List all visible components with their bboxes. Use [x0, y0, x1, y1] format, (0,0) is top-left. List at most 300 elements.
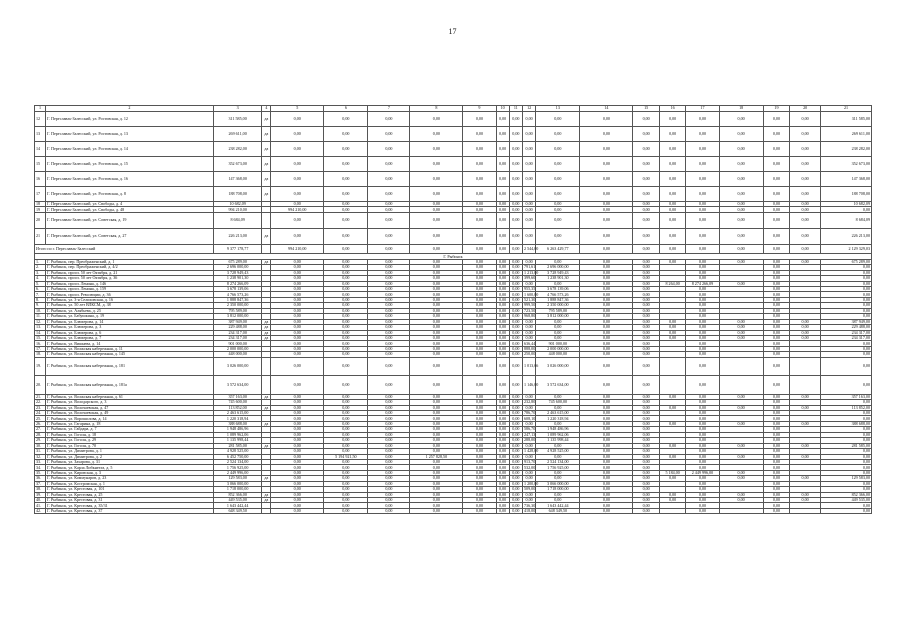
table-cell: 0,00: [496, 421, 509, 426]
table-cell: 0,00: [463, 127, 496, 142]
table-cell: 1 428,00: [524, 448, 539, 454]
table-cell: 0,00: [763, 319, 790, 324]
table-cell: 0,00: [580, 335, 633, 340]
address-cell: Г. Рыбинск, ул. Крестовая, д. 35/31: [46, 503, 214, 508]
table-cell: 11.: [35, 314, 46, 319]
table-cell: 0,00: [496, 411, 509, 416]
table-cell: 0,00: [496, 400, 509, 405]
table-cell: 0,00: [686, 265, 719, 270]
table-cell: 0,00: [686, 330, 719, 335]
table-cell: 0,00: [536, 421, 580, 426]
page-number: 17: [448, 27, 457, 36]
table-cell: 0,00: [821, 265, 872, 270]
table-cell: 387 949,00: [821, 319, 872, 324]
table-cell: 0,00: [633, 330, 660, 335]
table-cell: 0,00: [821, 303, 872, 308]
table-cell: 0,00: [523, 212, 536, 228]
table-cell: 675 289,00: [213, 259, 262, 264]
table-row: [35, 142, 872, 157]
table-cell: 0,00: [496, 346, 509, 351]
table-cell: 0,00: [536, 207, 580, 212]
table-cell: 0,00: [324, 427, 368, 432]
table-cell: 0,00: [271, 276, 324, 281]
table-cell: 4 766 573,26: [536, 292, 580, 297]
table-cell: 0,00: [686, 303, 719, 308]
table-cell: 3 572 634,00: [536, 376, 580, 395]
table-cell: 0,00: [324, 303, 368, 308]
table-cell: 0,00: [790, 157, 821, 172]
table-cell: 0,00: [763, 265, 790, 270]
table-cell: 0,00: [463, 325, 496, 330]
column-number-cell: 16: [659, 106, 686, 112]
table-cell: 0,00: [580, 265, 633, 270]
table-cell: 8 274 266,09: [213, 281, 262, 286]
table-row: [35, 212, 872, 228]
table-cell: 0,00: [821, 314, 872, 319]
table-cell: 0,00: [509, 470, 522, 475]
table-cell: 0,00: [763, 187, 790, 202]
table-cell: 0,00: [763, 405, 790, 410]
table-cell: 0,00: [686, 346, 719, 351]
table-cell: 0,00: [324, 476, 368, 481]
table-cell: 586,70: [524, 426, 536, 432]
table-cell: 1 888 847,36: [536, 297, 580, 302]
table-cell: 0,00: [463, 498, 496, 503]
table-cell: 994 210,00: [213, 207, 262, 212]
table-cell: 0,00: [496, 443, 509, 448]
table-cell: 0,00: [523, 319, 536, 324]
table-cell: 2 463 615,00: [213, 411, 262, 416]
table-cell: 0,00: [523, 112, 536, 127]
table-cell: 0,00: [790, 498, 821, 503]
table-cell: 0,00: [719, 259, 763, 264]
table-cell: 0,00: [790, 492, 821, 497]
table-cell: 0,00: [509, 259, 522, 264]
table-cell: 0,00: [580, 427, 633, 432]
table-cell: 12.: [35, 319, 46, 324]
total-cell: 0,00: [686, 244, 719, 254]
table-cell: 0,00: [580, 276, 633, 281]
table-cell: 0,00: [509, 481, 522, 486]
table-cell: 113 852,00: [213, 405, 262, 410]
table-cell: 0,00: [496, 476, 509, 481]
table-cell: 0,00: [659, 421, 686, 426]
table-cell: 0,00: [719, 172, 763, 187]
table-cell: 0,00: [821, 449, 872, 454]
table-cell: 0,00: [580, 319, 633, 324]
table-cell: 0,00: [633, 421, 660, 426]
table-cell: 0,00: [633, 352, 660, 357]
table-cell: 226 213,00: [213, 228, 262, 244]
total-cell: 2 544,00: [523, 244, 536, 254]
table-cell: 0,00: [686, 276, 719, 281]
table-cell: 0,00: [523, 394, 536, 399]
table-cell: 994 210,00: [271, 207, 324, 212]
table-cell: 0,00: [324, 207, 368, 212]
table-cell: 0,00: [324, 228, 368, 244]
table-cell: 269 611,00: [213, 127, 262, 142]
table-cell: 449 535,00: [213, 498, 262, 503]
table-cell: 0,00: [271, 112, 324, 127]
table-cell: 0,00: [686, 112, 719, 127]
table-cell: 0,00: [763, 330, 790, 335]
table-cell: 0,00: [271, 259, 324, 264]
table-cell: 0,00: [763, 276, 790, 281]
table-cell: 0,00: [496, 481, 509, 486]
table-cell: 0,00: [324, 127, 368, 142]
table-cell: 0,00: [580, 492, 633, 497]
table-cell: 311 585,00: [821, 112, 872, 127]
table-cell: 0,00: [368, 297, 410, 302]
table-cell: 0,00: [523, 335, 536, 340]
table-cell: 532,00: [524, 464, 536, 470]
table-cell: 6.: [35, 287, 46, 292]
table-cell: 0,00: [580, 438, 633, 443]
table-cell: 0,00: [633, 357, 660, 376]
table-cell: 521,30: [524, 297, 536, 303]
table-cell: 13: [35, 127, 46, 142]
table-cell: 0,00: [410, 405, 463, 410]
table-cell: 0,00: [763, 470, 790, 475]
table-cell: 0,00: [463, 228, 496, 244]
table-cell: 0,00: [410, 187, 463, 202]
table-cell: [659, 508, 686, 513]
table-cell: 21: [35, 228, 46, 244]
table-cell: 0,00: [271, 432, 324, 437]
table-cell: 0,00: [496, 330, 509, 335]
address-cell: Г. Рыбинск, ул. Волжская набережная, д. 61: [46, 394, 214, 399]
table-cell: 0,00: [719, 492, 763, 497]
table-cell: 0,00: [523, 142, 536, 157]
table-cell: 0,00: [719, 330, 763, 335]
table-cell: 0,00: [463, 449, 496, 454]
table-cell: 0,00: [368, 172, 410, 187]
table-cell: 0,00: [686, 492, 719, 497]
address-cell: Г. Рыбинск, ул. 50 лет ВЛКСМ, д. 38: [46, 303, 214, 308]
table-cell: 0,00: [509, 459, 522, 464]
table-cell: 0,00: [509, 157, 522, 172]
table-cell: 0,00: [633, 270, 660, 275]
table-cell: 238 282,00: [213, 142, 262, 157]
table-cell: 0,00: [633, 411, 660, 416]
table-cell: 0,00: [509, 276, 522, 281]
table-cell: 0,00: [536, 335, 580, 340]
table-cell: 448 000,00: [536, 352, 580, 357]
table-cell: 0,00: [580, 202, 633, 207]
table-cell: 0,00: [790, 112, 821, 127]
table-cell: 0,00: [509, 335, 522, 340]
table-cell: 0,00: [821, 432, 872, 437]
table-cell: 0,00: [271, 202, 324, 207]
table-cell: 0,00: [580, 157, 633, 172]
table-cell: 2 696 000,00: [536, 265, 580, 270]
table-cell: 0,00: [410, 341, 463, 346]
table-cell: 745 600,00: [536, 400, 580, 405]
table-cell: 0,00: [686, 465, 719, 470]
table-cell: 0,00: [523, 202, 536, 207]
table-cell: 0,00: [271, 346, 324, 351]
address-cell: Г. Рыбинск, ул. Гагарина, д. 18: [46, 421, 214, 426]
table-cell: 0,00: [719, 335, 763, 340]
table-cell: 3 066 000,00: [536, 481, 580, 486]
table-cell: 0,00: [324, 449, 368, 454]
table-cell: 0,00: [790, 476, 821, 481]
table-cell: 0,00: [719, 202, 763, 207]
table-cell: 1 013,66: [523, 357, 536, 376]
table-cell: 0,00: [496, 432, 509, 437]
table-cell: 0,00: [523, 172, 536, 187]
address-cell: Г. Рыбинск, ул. Гоголя, д. 18: [46, 432, 214, 437]
table-cell: 0,00: [763, 438, 790, 443]
table-cell: 0,00: [368, 281, 410, 286]
table-cell: 0,00: [790, 325, 821, 330]
table-cell: 1 948 486,96: [536, 427, 580, 432]
table-cell: 0,00: [368, 228, 410, 244]
table-cell: 0,00: [463, 487, 496, 492]
table-cell: 0,00: [580, 432, 633, 437]
table-cell: 0,00: [523, 405, 536, 410]
column-number-cell: 19: [763, 106, 790, 112]
table-cell: 0,00: [686, 400, 719, 405]
address-cell: Г. Рыбинск, ул. Володарского, д. 3: [46, 400, 214, 405]
address-cell: Г. Переславль-Залесский, ул. Свободы, д. 48: [46, 207, 214, 212]
table-cell: 0,00: [536, 259, 580, 264]
table-cell: 0,00: [509, 400, 522, 405]
table-cell: 0,00: [686, 325, 719, 330]
table-cell: 0,00: [463, 352, 496, 357]
table-cell: 0,00: [509, 303, 522, 308]
table-cell: 0,00: [496, 357, 509, 376]
table-cell: 0,00: [410, 259, 463, 264]
table-cell: 232,80: [524, 399, 536, 405]
table-cell: 0,00: [536, 476, 580, 481]
table-cell: да: [262, 319, 271, 324]
table-cell: 19.: [35, 357, 46, 376]
table-cell: 399,60: [524, 275, 536, 281]
address-cell: Г. Переславль-Залесский, ул. Ростовская, д. 13: [46, 127, 214, 142]
table-cell: 791,61: [524, 264, 536, 270]
table-cell: 0,00: [509, 503, 522, 508]
table-cell: 0,00: [659, 202, 686, 207]
table-cell: 0,00: [410, 487, 463, 492]
table-cell: да: [262, 127, 271, 142]
table-cell: 0,00: [633, 202, 660, 207]
total-cell: 0,00: [368, 244, 410, 254]
table-cell: 0,00: [686, 454, 719, 459]
table-cell: 269 611,00: [821, 127, 872, 142]
address-cell: Г. Рыбинск, пер. Преображенский, д. 1: [46, 259, 214, 264]
table-cell: 0,00: [536, 325, 580, 330]
table-cell: 0,00: [509, 172, 522, 187]
table-cell: 1 718 000,00: [213, 487, 262, 492]
table-cell: 0,00: [536, 187, 580, 202]
table-cell: 0,00: [368, 303, 410, 308]
table-cell: 0,00: [719, 142, 763, 157]
table-cell: 2 696 000,00: [213, 265, 262, 270]
table-cell: 0,00: [496, 454, 509, 459]
table-cell: 0,00: [368, 470, 410, 475]
table-cell: 0,00: [536, 394, 580, 399]
table-cell: 0,00: [580, 228, 633, 244]
table-cell: 0,00: [790, 202, 821, 207]
table-cell: 0,00: [633, 325, 660, 330]
table-cell: 0,00: [763, 454, 790, 459]
table-cell: 0,00: [790, 394, 821, 399]
table-row: [35, 228, 872, 244]
total-cell: 994 210,00: [271, 244, 324, 254]
table-cell: 0,00: [686, 335, 719, 340]
table-cell: 0,00: [719, 394, 763, 399]
total-cell: [262, 244, 271, 254]
table-cell: 0,00: [368, 187, 410, 202]
table-cell: 0,00: [509, 411, 522, 416]
table-cell: 8 684,09: [821, 212, 872, 228]
table-cell: 0,00: [763, 376, 790, 395]
table-cell: 0,00: [271, 265, 324, 270]
table-cell: 0,00: [463, 265, 496, 270]
table-cell: 0,00: [821, 400, 872, 405]
table-cell: 0,00: [536, 202, 580, 207]
table-cell: 0,00: [463, 297, 496, 302]
table-cell: 0,00: [580, 503, 633, 508]
table-cell: 0,00: [463, 465, 496, 470]
address-cell: Г. Рыбинск, ул. Крестовая, д. 31: [46, 498, 214, 503]
table-cell: 0,00: [523, 281, 536, 286]
column-number-cell: 20: [790, 106, 821, 112]
table-cell: 0,00: [821, 276, 872, 281]
table-cell: 5.: [35, 281, 46, 286]
table-cell: 188 708,00: [213, 187, 262, 202]
table-cell: 0,00: [659, 259, 686, 264]
table-cell: 448 000,00: [213, 352, 262, 357]
table-cell: [659, 376, 686, 395]
table-cell: 0,00: [686, 228, 719, 244]
table-cell: 1 135 998,44: [536, 438, 580, 443]
table-cell: 0,00: [686, 476, 719, 481]
table-cell: [262, 212, 271, 228]
table-cell: 0,00: [271, 319, 324, 324]
table-cell: 0,00: [821, 454, 872, 459]
table-cell: 3.: [35, 270, 46, 275]
table-cell: 0,00: [821, 427, 872, 432]
table-cell: [262, 376, 271, 395]
table-cell: 0,00: [410, 297, 463, 302]
table-cell: 0,00: [496, 508, 509, 513]
table-cell: 0,00: [536, 212, 580, 228]
table-cell: 30.: [35, 443, 46, 448]
table-cell: 0,00: [509, 357, 522, 376]
table-cell: 188 708,00: [821, 187, 872, 202]
table-cell: 0,00: [463, 212, 496, 228]
table-cell: 0,00: [821, 411, 872, 416]
table-cell: 23.: [35, 405, 46, 410]
table-cell: 0,00: [790, 330, 821, 335]
table-cell: 0,00: [523, 470, 536, 475]
table-cell: 0,00: [763, 341, 790, 346]
table-cell: 0,00: [368, 352, 410, 357]
table-cell: 0,00: [686, 297, 719, 302]
table-cell: 0,00: [659, 228, 686, 244]
table-cell: 0,00: [633, 400, 660, 405]
total-cell: 0,00: [763, 244, 790, 254]
table-cell: 0,00: [324, 202, 368, 207]
table-cell: да: [262, 325, 271, 330]
table-cell: 0,00: [463, 319, 496, 324]
table-cell: 0,00: [410, 427, 463, 432]
table-cell: 0,00: [509, 112, 522, 127]
address-cell: Г. Переславль-Залесский, ул. Ростовская, д. 16: [46, 172, 214, 187]
table-cell: 4 766 573,26: [213, 292, 262, 297]
table-cell: 26.: [35, 421, 46, 426]
table-cell: 0,00: [324, 212, 368, 228]
table-cell: 0,00: [821, 341, 872, 346]
table-cell: 0,00: [719, 207, 763, 212]
table-cell: 0,00: [271, 270, 324, 275]
column-number-cell: 7: [368, 106, 410, 112]
table-cell: 0,00: [580, 465, 633, 470]
table-cell: 0,00: [410, 476, 463, 481]
table-cell: 0,00: [271, 142, 324, 157]
table-cell: 0,00: [763, 270, 790, 275]
table-cell: 0,00: [523, 259, 536, 264]
table-cell: 29.: [35, 438, 46, 443]
table-cell: 0,00: [580, 172, 633, 187]
table-cell: 0,00: [368, 276, 410, 281]
table-cell: 0,00: [633, 319, 660, 324]
table-cell: 0,00: [463, 287, 496, 292]
table-cell: 0,00: [271, 303, 324, 308]
table-cell: [790, 376, 821, 395]
table-cell: 0,00: [763, 416, 790, 421]
table-cell: 0,00: [324, 405, 368, 410]
table-cell: 0,00: [719, 228, 763, 244]
table-cell: 636,44: [524, 340, 536, 346]
table-cell: 0,00: [368, 454, 410, 459]
table-cell: 0,00: [324, 292, 368, 297]
table-cell: 0,00: [580, 112, 633, 127]
table-cell: 0,00: [686, 341, 719, 346]
table-cell: 0,00: [463, 459, 496, 464]
table-cell: 0,00: [509, 416, 522, 421]
table-cell: 0,00: [509, 325, 522, 330]
table-cell: 0,00: [821, 470, 872, 475]
table-cell: 0,00: [580, 481, 633, 486]
table-cell: 0,00: [410, 281, 463, 286]
table-cell: 387 949,00: [213, 319, 262, 324]
table-cell: 0,00: [763, 212, 790, 228]
table-cell: 0,00: [821, 508, 872, 513]
table-cell: да: [262, 492, 271, 497]
table-row: [35, 376, 872, 395]
table-cell: 0,00: [463, 314, 496, 319]
table-cell: 0,00: [496, 172, 509, 187]
table-cell: да: [262, 421, 271, 426]
table-cell: 0,00: [763, 400, 790, 405]
column-number-cell: 21: [821, 106, 872, 112]
table-cell: 0,00: [763, 394, 790, 399]
table-cell: 0,00: [633, 127, 660, 142]
table-cell: 0,00: [463, 492, 496, 497]
table-cell: 0,00: [368, 292, 410, 297]
table-cell: 0,00: [410, 127, 463, 142]
table-cell: 0,00: [633, 281, 660, 286]
table-cell: 0,00: [271, 172, 324, 187]
table-cell: 0,00: [633, 207, 660, 212]
table-cell: 147 368,00: [821, 172, 872, 187]
table-cell: 0,00: [686, 212, 719, 228]
table-cell: 0,00: [580, 330, 633, 335]
table-cell: 0,00: [368, 476, 410, 481]
